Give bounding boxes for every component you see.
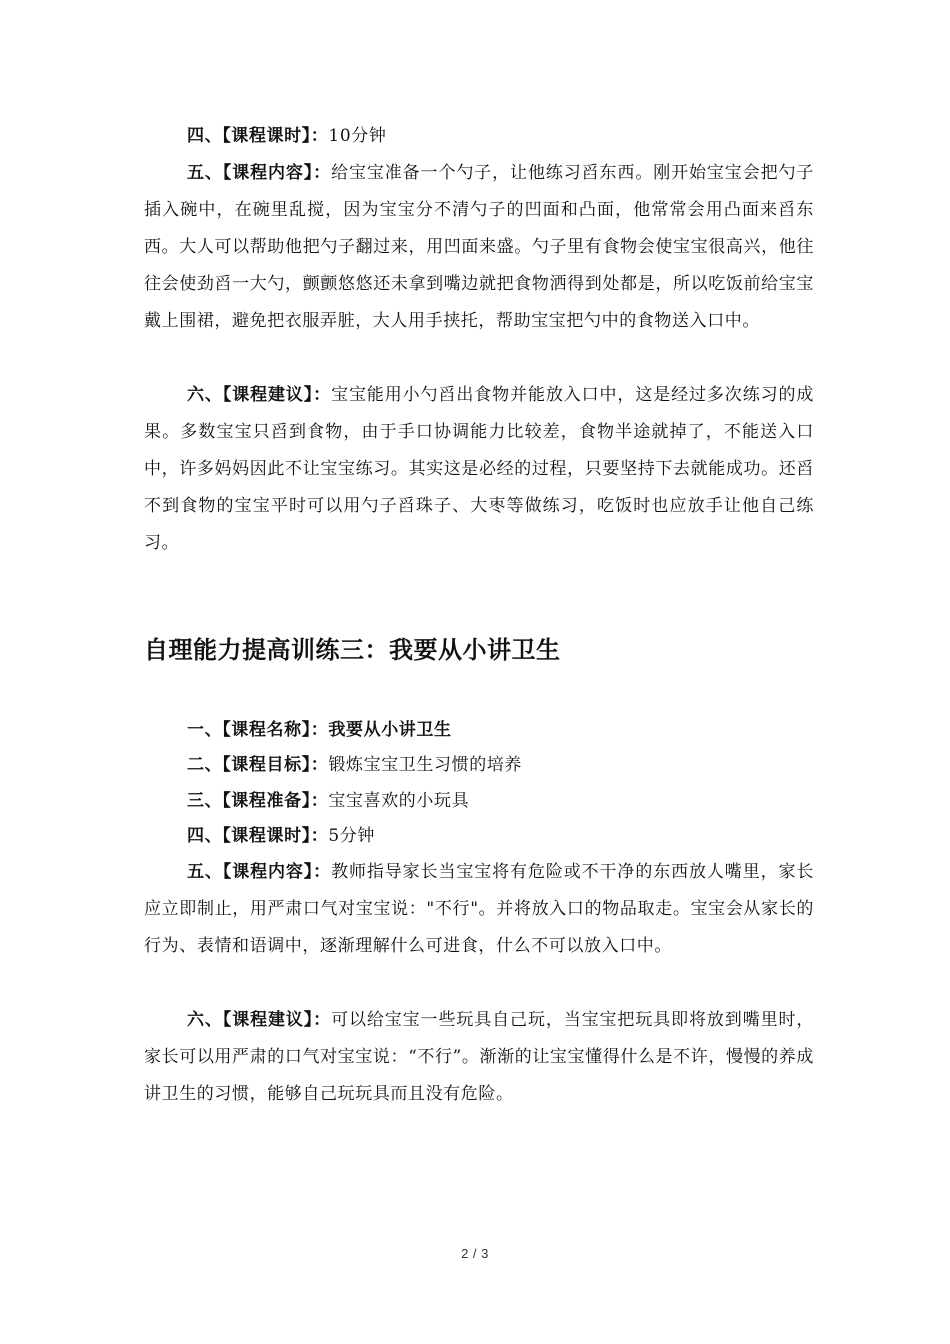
p2-course-name-label: 一、【课程名称】：	[187, 720, 329, 740]
p1-course-duration-value: 10分钟	[328, 126, 387, 146]
section-title: 自理能力提高训练三：我要从小讲卫生	[144, 635, 561, 664]
p1-course-suggestion-value: 宝宝能用小勺舀出食物并能放入口中，这是经过多次练习的成果。多数宝宝只舀到食物，由于手口协调能力比较差，食物半途就掉了，不能送入口中，许多妈妈因此不让宝宝练习。其实这是必经的过程，只要坚持下去就能成功。还舀不到食物的宝宝平时可以用勺子舀珠子、大枣等做练习，吃饭时也应放手让他自己练习。	[144, 385, 814, 553]
p2-course-name-value: 我要从小讲卫生	[328, 720, 452, 740]
p2-course-goal-label: 二、【课程目标】：	[187, 755, 329, 775]
p1-course-duration	[144, 118, 814, 155]
p2-course-suggestion	[144, 1002, 814, 1113]
p1-course-content-label: 五、【课程内容】：	[187, 163, 332, 183]
p2-course-suggestion-label: 六、【课程建议】：	[187, 1010, 332, 1030]
p2-course-duration-value: 5分钟	[328, 826, 376, 846]
p2-course-suggestion-value: 可以给宝宝一些玩具自己玩，当宝宝把玩具即将放到嘴里时，家长可以用严肃的口气对宝宝说：“不行”。渐渐的让宝宝懂得什么是不许，慢慢的养成讲卫生的习惯，能够自己玩玩具而且没有危险。	[144, 1010, 814, 1104]
page-number: 2 / 3	[461, 1246, 489, 1261]
p2-course-preparation-label: 三、【课程准备】：	[187, 791, 329, 811]
p2-course-goal-value: 锻炼宝宝卫生习惯的培养	[328, 755, 523, 775]
p1-course-suggestion	[144, 377, 814, 562]
p1-course-suggestion-label: 六、【课程建议】：	[187, 385, 332, 405]
p2-course-content-label: 五、【课程内容】：	[187, 862, 332, 882]
p2-course-duration-label: 四、【课程课时】：	[187, 826, 329, 846]
p2-course-content	[144, 854, 814, 965]
p2-course-preparation-value: 宝宝喜欢的小玩具	[328, 791, 470, 811]
p2-course-name	[144, 712, 814, 749]
p1-course-duration-label: 四、【课程课时】：	[187, 126, 329, 146]
p1-course-content	[144, 155, 814, 340]
p2-course-duration	[144, 818, 814, 855]
p1-course-content-value: 给宝宝准备一个勺子，让他练习舀东西。刚开始宝宝会把勺子插入碗中，在碗里乱搅，因为宝宝分不清勺子的凹面和凸面，他常常会用凸面来舀东西。大人可以帮助他把勺子翻过来，用凹面来盛。勺子里有食物会使宝宝很高兴，他往往会使劲舀一大勺，颤颤悠悠还未拿到嘴边就把食物洒得到处都是，所以吃饭前给宝宝戴上围裙，避免把衣服弄脏，大人用手挟托，帮助宝宝把勺中的食物送入口中。	[144, 163, 814, 331]
p2-course-preparation	[144, 783, 814, 820]
p2-course-content-value: 教师指导家长当宝宝将有危险或不干净的东西放人嘴里，家长应立即制止，用严肃口气对宝宝说："不行"。并将放入口的物品取走。宝宝会从家长的行为、表情和语调中，逐渐理解什么可进食，什么不可以放入口中。	[144, 862, 814, 956]
p2-course-goal	[144, 747, 814, 784]
